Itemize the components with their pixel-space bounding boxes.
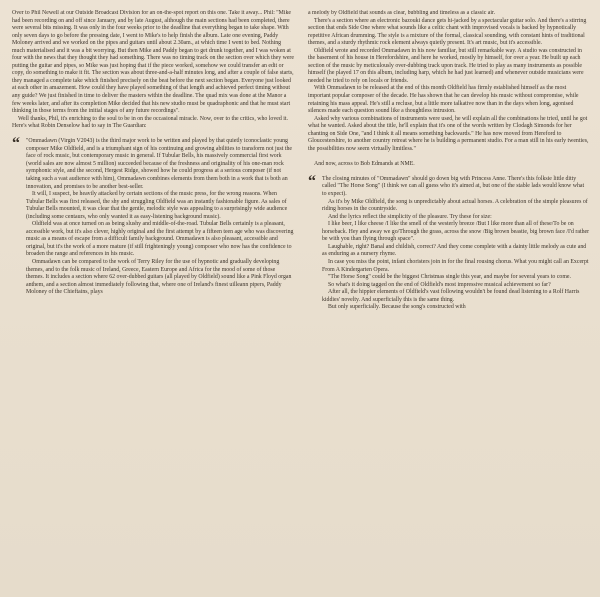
review-paragraph: The closing minutes of "Ommadawn" should go down big with Princess Anne. There's this folksie little ditty called "The Horse Song" (I think we can all guess who it's aimed at, but one of the stable lads would know what to expect). xyxy=(322,175,585,198)
review-paragraph: And the lyrics reflect the simplicity of the pleasure. Try these for size: xyxy=(328,213,492,220)
quote-mark-icon: “ xyxy=(308,172,316,190)
review-paragraph: "Ommadawn (Virgin V2043) is the third major work to be written and played by that quietly iconoclastic young composer Mike Oldfield, and is a triumphant sign of his continuing and growing abilities to transform not just the face of rock music, but contemporary music in general. If Tubular Bells, his massively commercial first work (world sales are now almost 5 million) succeeded because of the freshness and originality of his one-man rock symphonic style, and the second, Hergest Ridge, showed how he could progress at a serious composer (if not taking such a vast audience with him), Ommadawn combines elements from them both in a work that is both an innovation, and promises to be another best-seller. xyxy=(26,138,293,190)
review-paragraph: So what's it doing tagged on the end of Oldfield's most impressive musical achievement so far? xyxy=(328,281,551,288)
review-paragraph: Laughable, right? Banal and childish, correct? And they come complete with a dainty little melody as cute and as enduring as a nursery rhyme. xyxy=(322,243,587,258)
left-column xyxy=(12,10,294,597)
intro-paragraph: Over to Phil Newell at our Outside Broadcast Division for an on-the-spot report on this one. Take it away... Phil: "Mike had been recording on and off since January, and by late August, although the main sections had been completed, there were several bits missing. It was only in the four weeks prior to the deadline that everything began to take shape. With only seven days to go before the pressing date, I went to Mike's to help finish the album. Late one evening, Paddy Moloney arrived and we worked on the pipes and guitars until about 2.30am., at which time I went to bed. Nothing much materialised and it was a bit worrying. But then Mike and Paddy began to get drunk together, and I was woken at four with the news that they thought they had something. There was no timing track on the section over which they were putting the guitar and pipes, so Mike was just hoping that if the piece worked, somehow we could transfer an edit or copy, do something to make it fit. The section was about three-and-a-half minutes long, and after a couple of false starts, they managed a complete take which finished precisely on the beat before the next section began. Everyone just looked at each other in amazement. How could they have played something of that length and achieved perfect timing without any guide? We just finished in time to deliver the masters within the deadline. The quad mix was done at the Manor a few weeks later, and after its completion Mike decided that his new studio must be quadraphonic and that he must start thinking in those terms from the initial stages of any future recordings". xyxy=(12,10,294,115)
review-paragraph: With Ommadawn to be released at the end of this month Oldfield has firmly established himself as the most important popular composer of the decade. He has shown that he can develop his music without compromise, while retaining his mass appeal. He's still a recluse, but a little more talkative now than in the days when long, agonised silences made each question sound like a thoughtless intrusion. xyxy=(308,85,579,115)
review-paragraph: "The Horse Song" could be the biggest Christmas single this year, and maybe for several years to come. xyxy=(328,274,571,281)
review-paragraph: There's a section where an electronic bazouki dance gets hi-jacked by a spectacular guitar solo. And there's a stirring section that ends Side One where what sounds like a celtic chant with improvised vocals is backed by hypnotically repetitive African drumming. The style is a mixture of the formal, classical sounding, with constant hints of traditional themes, and a sturdy rhythmic rock element always quietly present. It's art music, but it's accessible. xyxy=(308,17,587,47)
thanks-paragraph: Well thanks, Phil, it's enriching to the soul to be in on the occasional miracle. Now, over to the critics, who loved it. Here's what Robin Denselow had to say in The Guardian: xyxy=(12,115,288,130)
text-columns xyxy=(12,10,590,597)
review-paragraph: It will, I suspect, be heavily attacked by certain sections of the music press, for the wrong reasons. When Tubular Bells was first released, the shy and struggling Oldfield was an instantly fashionable figure. As sales of Tubular Bells mounted, it was clear that the gentle, melodic style was appealing to a surprisingly wide audience (including some centaurs, who only wanted it as easy-listening background music). xyxy=(26,191,288,220)
guardian-review xyxy=(12,135,294,296)
review-paragraph: After all, the hippier elements of Oldfield's vast following wouldn't be found dead listening to a Rolf Harris kiddies' novelty. And superficially this is the same thing. xyxy=(322,289,580,303)
review-paragraph: Ommadawn can be compared to the work of Terry Riley for the use of hypnotic and gradually developing themes, and to the folk music of Ireland, Greece, Eastern Europe and Africa for the mood of some of those themes. It includes a section where 62 over-dubbed guitars (all played by Oldfield) sound like a Pink Floyd organ anthem, and a section almost immediately following that, where one of Ireland's finest uilleann pipers, Paddy Moloney of the Chieftains, plays xyxy=(26,259,292,296)
review-paragraph: As it's by Mike Oldfield, the song is unpredictably about actual horses. A celebration of the simple pleasures of riding horses in the countryside. xyxy=(322,198,588,213)
review-paragraph: Oldfield wrote and recorded Ommadawn in his now familiar, but still remarkable way. A studio was constructed in the basement of his house in Herefordshire, and here he worked, mostly by himself, for over a year. He built up each section of the music by meticulously over-dubbing track upon track. He tried to play as many instruments as possible himself (he played 17 on this album, including harp, which he had just learned) and whenever outside musicians were needed he tried to rely on locals or friends. xyxy=(308,47,584,84)
quote-mark-icon: “ xyxy=(12,135,20,153)
review-paragraph: But only superficially. Because the song's constructed with xyxy=(328,304,466,311)
review-paragraph: Asked why various combinations of instruments were used, he will explain all the combinations he tried, until he got what he wanted. Asked about the title, he'll explain that it's one of the words written by Clodagh Simonds for her chanting on Side One, "and I think it all means something backwards." He has now moved from Hereford to Gloucestershire, to another country retreat where he is building a permanent studio. For a man still in his early twenties, the possibilities now seem virtually limitless." xyxy=(308,115,589,152)
lyrics-paragraph: I like beer, I like cheese /I like the smell of the westerly breeze /But I like more than all of these/To be on horseback. Hey and away we go/Through the grass, across the snow /Big brown beastie, big brown face /I'd rather be with you than flying through space". xyxy=(322,221,590,243)
right-column xyxy=(308,10,590,597)
review-paragraph: a melody by Oldfield that sounds as clear, bubbling and timeless as a classic air. xyxy=(308,10,496,16)
nme-review xyxy=(308,172,590,312)
nme-intro-paragraph: And now, across to Bob Edmands at NME. xyxy=(314,160,415,167)
review-paragraph: In case you miss the point, infant choristers join in for the final rousing chorus. What you might call an Excerpt From A Kindergarten Opera. xyxy=(322,258,589,273)
review-paragraph: Oldfield was at once turned on as being slushy and middle-of-the-road. Tubular Bells certainly is a pleasant, accessible work, but it's also clever, highly original and the first attempt by a fifteen teen age who was discovering music as a means of escape from a difficult family background. Ommadawn is also pleasant, accessible and original, but it's the work of a more mature (if still frighteningly young) composer who now has the confidence to broaden the range and references in his music. xyxy=(26,221,294,258)
